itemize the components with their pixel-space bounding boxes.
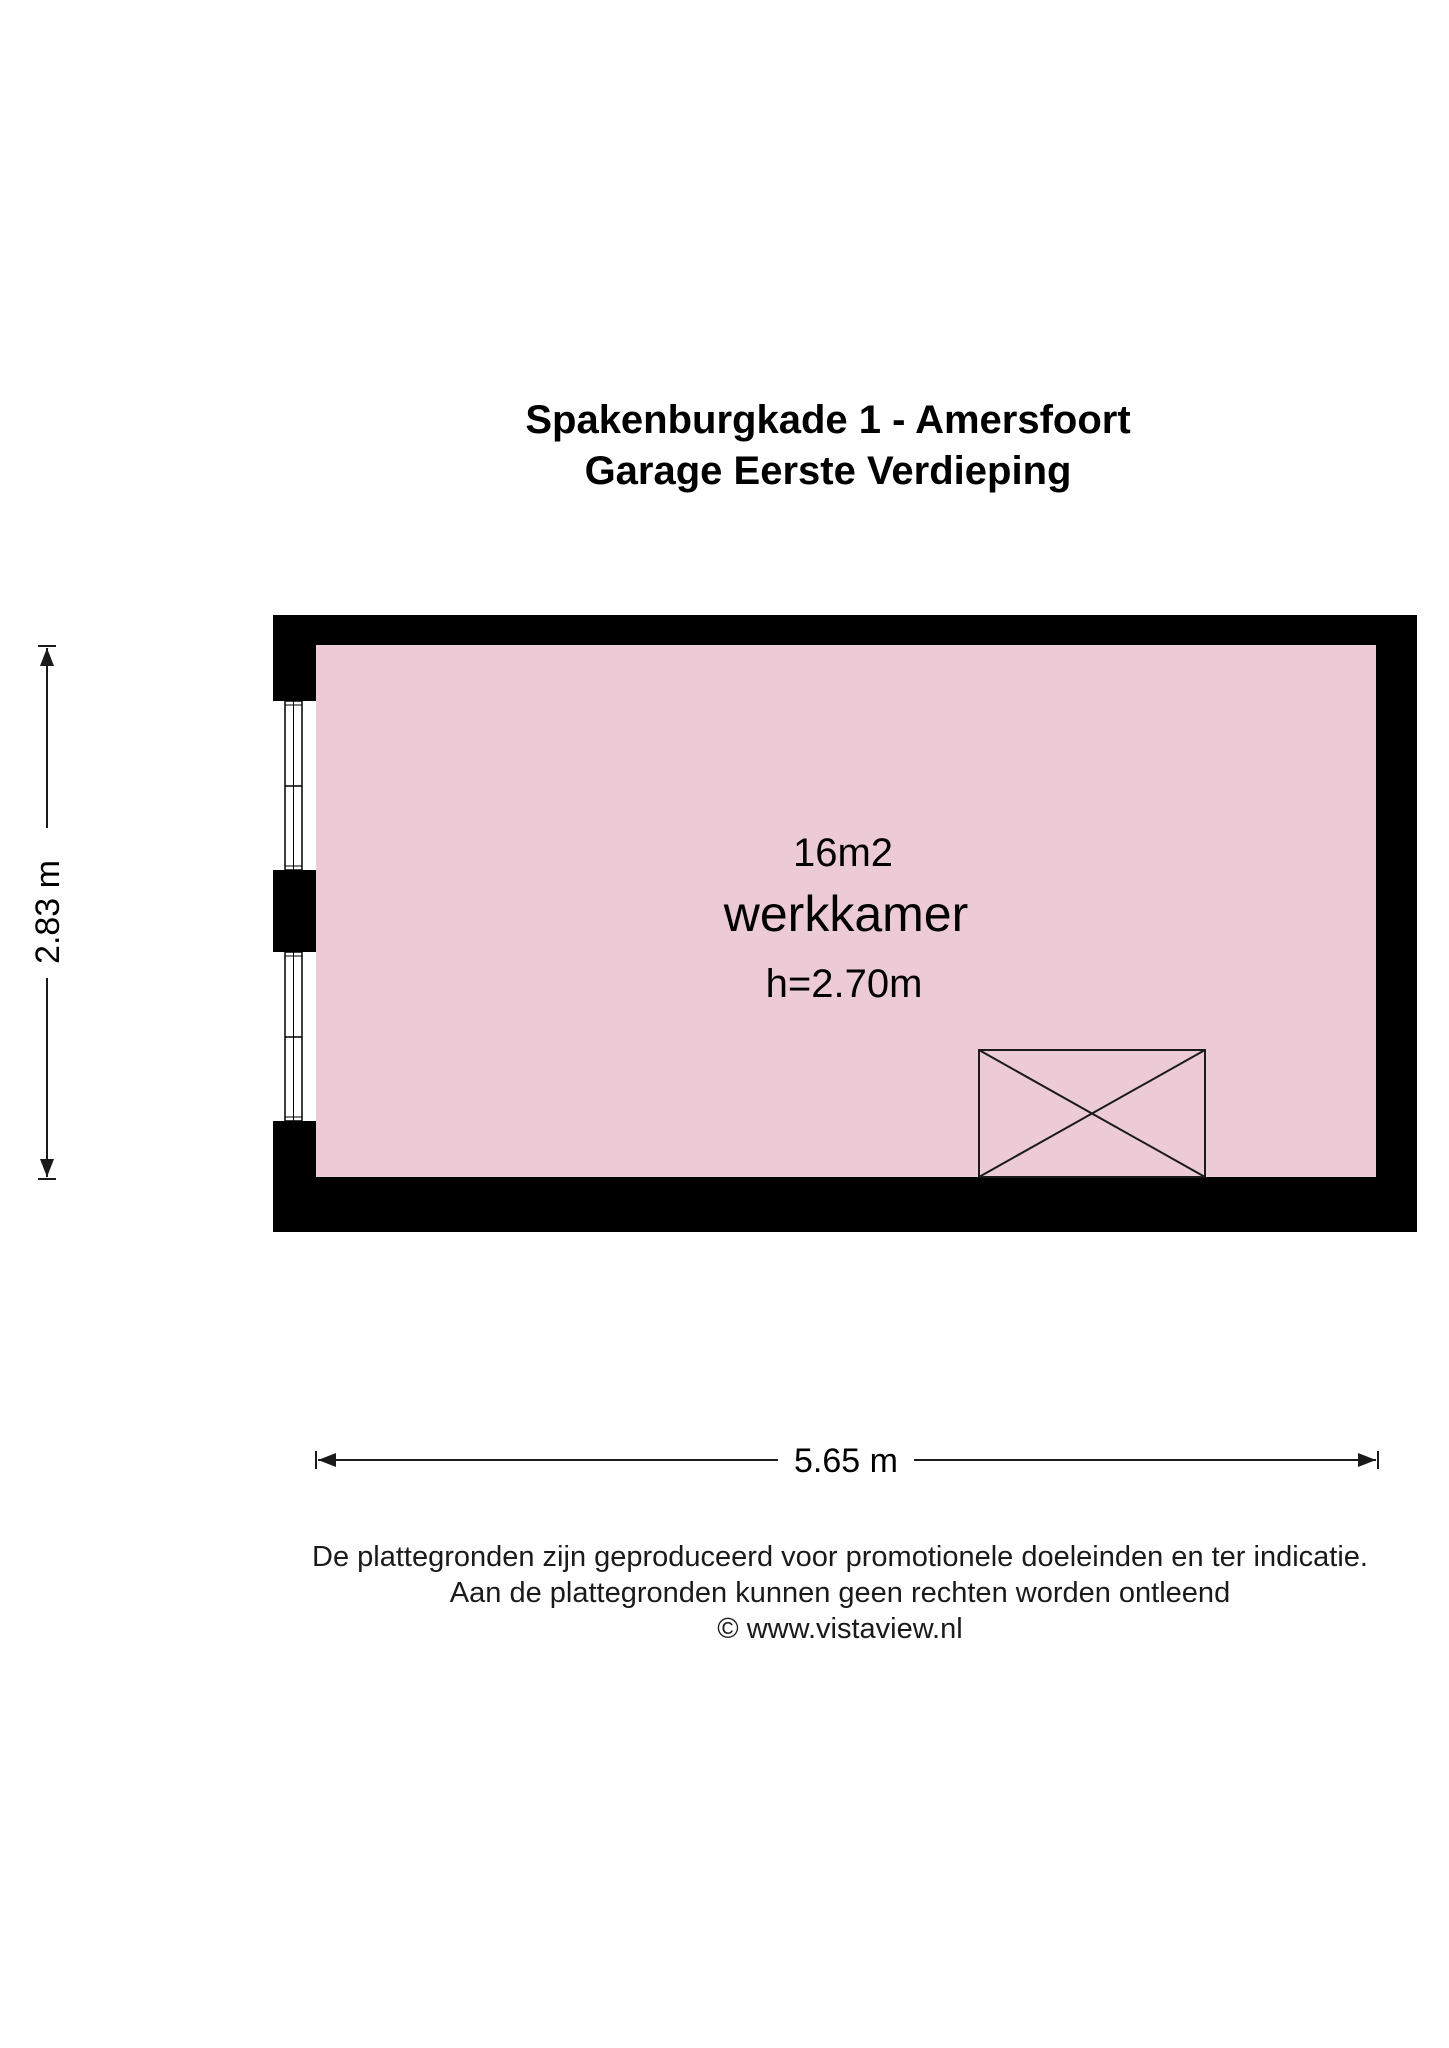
arrow-down-icon — [40, 1159, 54, 1177]
arrow-right-icon — [1358, 1453, 1376, 1467]
width-dimension — [316, 1440, 1378, 1480]
room-height-label: h=2.70m — [765, 962, 923, 1006]
room-area-label: 16m2 — [792, 831, 894, 875]
height-dimension — [27, 646, 67, 1179]
plan-title-address: Spakenburgkade 1 - Amersfoort — [525, 398, 1131, 442]
plan-title-floor: Garage Eerste Verdieping — [584, 449, 1072, 493]
room-name-label: werkkamer — [723, 886, 969, 942]
arrow-left-icon — [318, 1453, 336, 1467]
window-upper — [273, 701, 316, 870]
width-dimension-label: 5.65 m — [794, 1442, 898, 1480]
height-dimension-label: 2.83 m — [29, 860, 67, 964]
arrow-up-icon — [40, 648, 54, 666]
window-lower — [273, 952, 316, 1121]
disclaimer — [0, 1539, 1449, 1647]
disclaimer-line-1: De plattegronden zijn geproduceerd voor promotionele doeleinden en ter indicatie. — [312, 1541, 1368, 1573]
disclaimer-line-2: Aan de plattegronden kunnen geen rechten worden ontleend — [449, 1577, 1231, 1609]
disclaimer-copyright: © www.vistaview.nl — [717, 1613, 963, 1645]
